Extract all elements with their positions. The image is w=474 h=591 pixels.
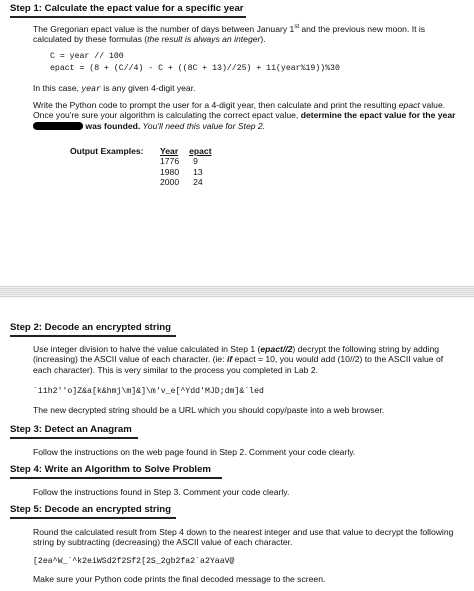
step2-paragraph-2: The new decrypted string should be a URL which you should copy/paste into a web browser. bbox=[33, 405, 385, 415]
step4-title: Step 4: Write an Algorithm to Solve Problem bbox=[10, 464, 211, 475]
step1-paragraph-3: Write the Python code to prompt the user for a 4-digit year, then calculate and print the resulting epact value. Once you're sure your algorithm is calculating the correct epact value, determine the epact value for the year was founded. You'll need this value for Step 2. bbox=[33, 100, 456, 131]
step2-paragraph-1: Use integer division to halve the value calculated in Step 1 (epact//2) decrypt the following string by adding (increasing) the ASCII value of each character. (ie: if epact = 10, you would add (10//2) to the ASCII value of each character). This is very similar to the process you completed in Lab 2. bbox=[33, 344, 444, 375]
table-row: 2000 24 bbox=[160, 176, 203, 187]
col-header-year: Year bbox=[160, 146, 179, 156]
encrypted-string-2: [2ea^W_`^k2eiWSd2f2Sf2[2S_2gb2fa2`a2YaaV@ bbox=[33, 557, 235, 566]
formula-epact: epact = (8 + (C//4) - C + ((8C + 13)//25) + 11(year%19))%30 bbox=[50, 64, 340, 73]
step5-title: Step 5: Decode an encrypted string bbox=[10, 504, 171, 515]
table-row: 1776 9 bbox=[160, 156, 198, 167]
step5-paragraph-1: Round the calculated result from Step 4 down to the nearest integer and use that value to decrypt the following string by subtracting (decreasing) the ASCII value of each character. bbox=[33, 527, 454, 548]
output-examples-table bbox=[160, 146, 222, 187]
redaction-mark bbox=[33, 122, 83, 130]
step1-title: Step 1: Calculate the epact value for a specific year bbox=[10, 3, 244, 14]
col-header-epact: epact bbox=[189, 146, 212, 156]
step3-paragraph: Follow the instructions on the web page found in Step 2. Comment your code clearly. bbox=[33, 447, 356, 457]
step4-paragraph: Follow the instructions found in Step 3. Comment your code clearly. bbox=[33, 487, 290, 497]
step4-rule bbox=[10, 477, 222, 479]
page-break-divider bbox=[0, 286, 474, 298]
formula-century: C = year // 100 bbox=[50, 52, 124, 61]
step2-rule bbox=[10, 335, 176, 337]
step5-rule bbox=[10, 517, 176, 519]
table-row: 1980 13 bbox=[160, 166, 203, 177]
step5-paragraph-2: Make sure your Python code prints the final decoded message to the screen. bbox=[33, 574, 326, 584]
step1-rule bbox=[10, 16, 246, 18]
step1-paragraph-2: In this case, year is any given 4-digit year. bbox=[33, 83, 196, 94]
step2-title: Step 2: Decode an encrypted string bbox=[10, 322, 171, 333]
step1-paragraph-1: The Gregorian epact value is the number of days between January 1st and the previous new moon. It is calculated by these formulas (the result is always an integer). bbox=[33, 24, 426, 45]
encrypted-string-1: `11h2''o]Z&a[k&hmj\m]&]\m'v_e[^Ydd'MJD;dm]&`led bbox=[33, 387, 264, 396]
step3-title: Step 3: Detect an Anagram bbox=[10, 424, 132, 435]
step3-rule bbox=[10, 437, 138, 439]
output-examples-label: Output Examples: bbox=[70, 146, 144, 156]
